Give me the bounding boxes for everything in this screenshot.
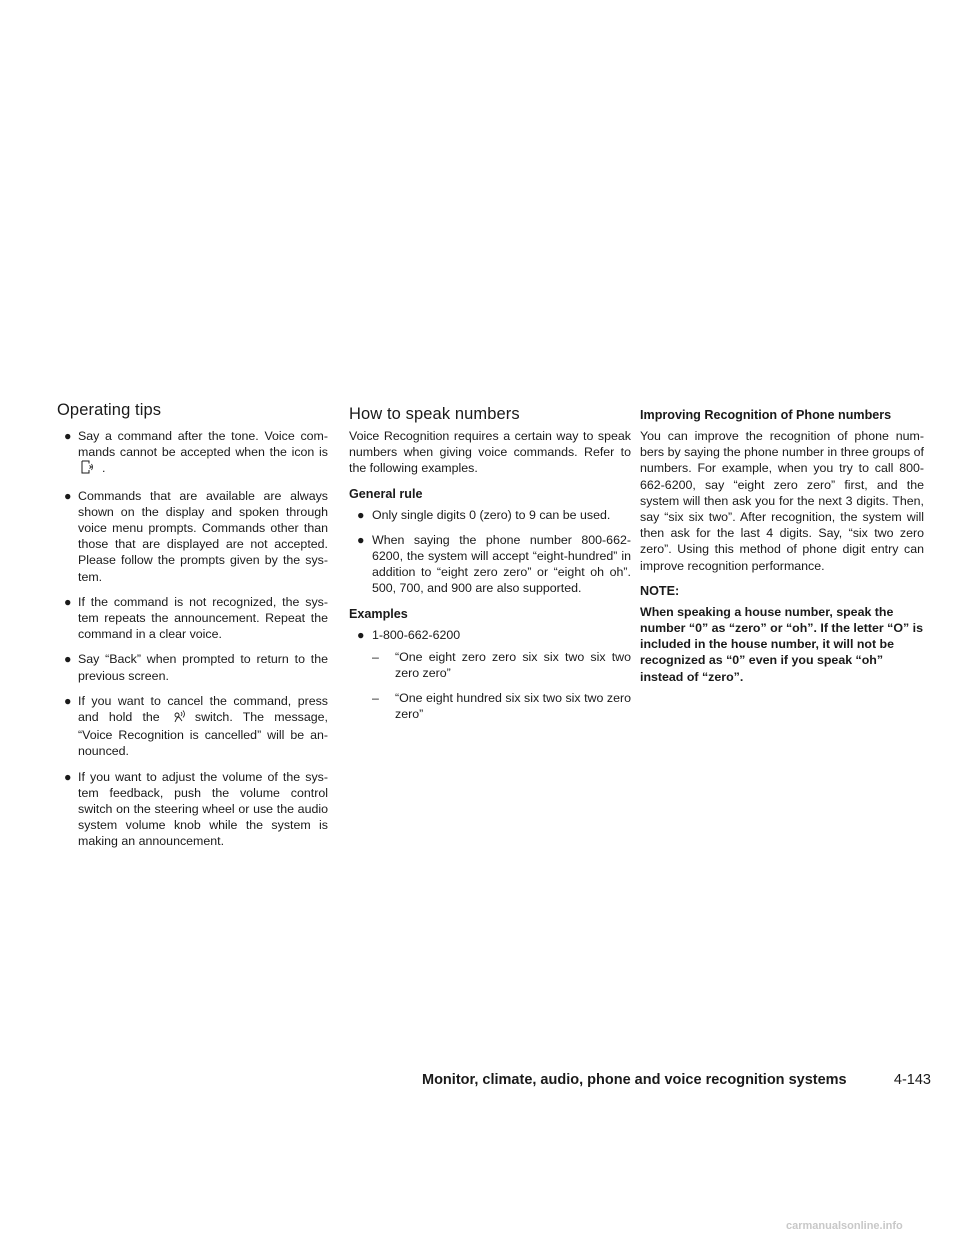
bullet: ● xyxy=(64,594,72,609)
dash: – xyxy=(372,691,379,706)
tip-text-end: switch. The message, “Voice Recognition is cancelled” will be an-nounced. xyxy=(78,710,328,759)
bullet: ● xyxy=(357,507,365,522)
note-label: NOTE: xyxy=(640,583,680,598)
tip-text: If you want to adjust the volume of the sys-tem feedback, push the volume control switch on the steering wheel or use the audio system volume knob while the system is making an announcement. xyxy=(78,769,328,849)
page-number: 4-143 xyxy=(893,1072,931,1088)
general-rule-heading: General rule xyxy=(349,486,423,501)
example-number: 1-800-662-6200 xyxy=(372,627,461,642)
bullet: ● xyxy=(64,769,72,784)
bullet: ● xyxy=(64,652,72,667)
list-item xyxy=(57,594,328,643)
improving-heading: Improving Recognition of Phone numbers xyxy=(640,408,892,422)
page-footer xyxy=(422,1071,931,1089)
bullet: ● xyxy=(357,532,365,547)
example-variant-text: “One eight hundred six six two six two zero zero” xyxy=(395,691,631,722)
operating-tips-section xyxy=(57,400,328,859)
examples-list xyxy=(349,627,631,723)
list-item xyxy=(57,651,328,683)
examples-heading: Examples xyxy=(349,606,408,621)
general-rule-list xyxy=(349,507,631,597)
bullet: ● xyxy=(64,488,72,503)
watermark: carmanualsonline.info xyxy=(786,1220,903,1232)
improving-recognition-section xyxy=(640,400,924,694)
bullet: ● xyxy=(64,429,72,443)
list-item xyxy=(349,532,631,597)
note-body: When speaking a house number, speak the number “0” as “zero” or “oh”. If the letter “O” is included in the house number, it will not be recognized as “0” even if you speak “oh” instead of “zero”. xyxy=(640,604,923,684)
speak-prompt-icon xyxy=(81,460,94,478)
list-item xyxy=(372,649,631,681)
speak-numbers-section xyxy=(349,400,631,732)
bullet: ● xyxy=(357,627,365,642)
bullet: ● xyxy=(64,693,72,708)
example-variants xyxy=(372,649,631,723)
tip-text: Commands that are available are always shown on the display and spoken through voice menu prompts. Commands other than those that are displayed are not accepted. Please follow the prompts given by the sys-tem. xyxy=(78,488,328,584)
improving-body: You can improve the recognition of phone num-bers by saying the phone number in three groups of numbers. For example, when you try to call 800-662-6200, say “eight zero zero” first, and the system will then ask you for the next 3 digits. Then, say “six six two”. After recognition, the system will then ask for the last 4 digits. Say, “six two zero zero”. Using this method of phone digit entry can improve recognition performance. xyxy=(640,429,924,573)
list-item xyxy=(349,627,631,723)
talk-switch-icon xyxy=(173,709,187,727)
list-item xyxy=(57,488,328,585)
list-item xyxy=(57,428,328,479)
speak-numbers-intro: Voice Recognition requires a certain way to speak numbers when giving voice commands. Refer to the following examples. xyxy=(349,429,631,476)
tip-text: Say “Back” when prompted to return to the previous screen. xyxy=(78,652,328,683)
operating-tips-heading: Operating tips xyxy=(57,401,162,419)
list-item xyxy=(57,769,328,850)
dash: – xyxy=(372,649,379,664)
footer-section-title: Monitor, climate, audio, phone and voice recognition systems xyxy=(422,1072,847,1088)
tip-text: If you want to cancel the command, press and hold the xyxy=(78,693,328,725)
list-item xyxy=(349,507,631,523)
tip-text: If the command is not recognized, the sys-tem repeats the announcement. Repeat the command in a clear voice. xyxy=(78,594,328,642)
list-item xyxy=(57,693,328,760)
tip-text-end: . xyxy=(102,461,106,476)
rule-text: When saying the phone number 800-662-6200, the system will accept “eight-hundred” in addition to “eight zero zero” or “eight oh oh”. 500, 700, and 900 are also supported. xyxy=(372,532,631,596)
rule-text: Only single digits 0 (zero) to 9 can be used. xyxy=(372,507,611,522)
speak-numbers-heading: How to speak numbers xyxy=(349,405,520,423)
operating-tips-list xyxy=(57,428,328,850)
tip-text: Say a command after the tone. Voice com-mands cannot be accepted when the icon is xyxy=(78,429,328,460)
list-item xyxy=(372,690,631,722)
example-variant-text: “One eight zero zero six six two six two zero zero” xyxy=(395,649,631,681)
